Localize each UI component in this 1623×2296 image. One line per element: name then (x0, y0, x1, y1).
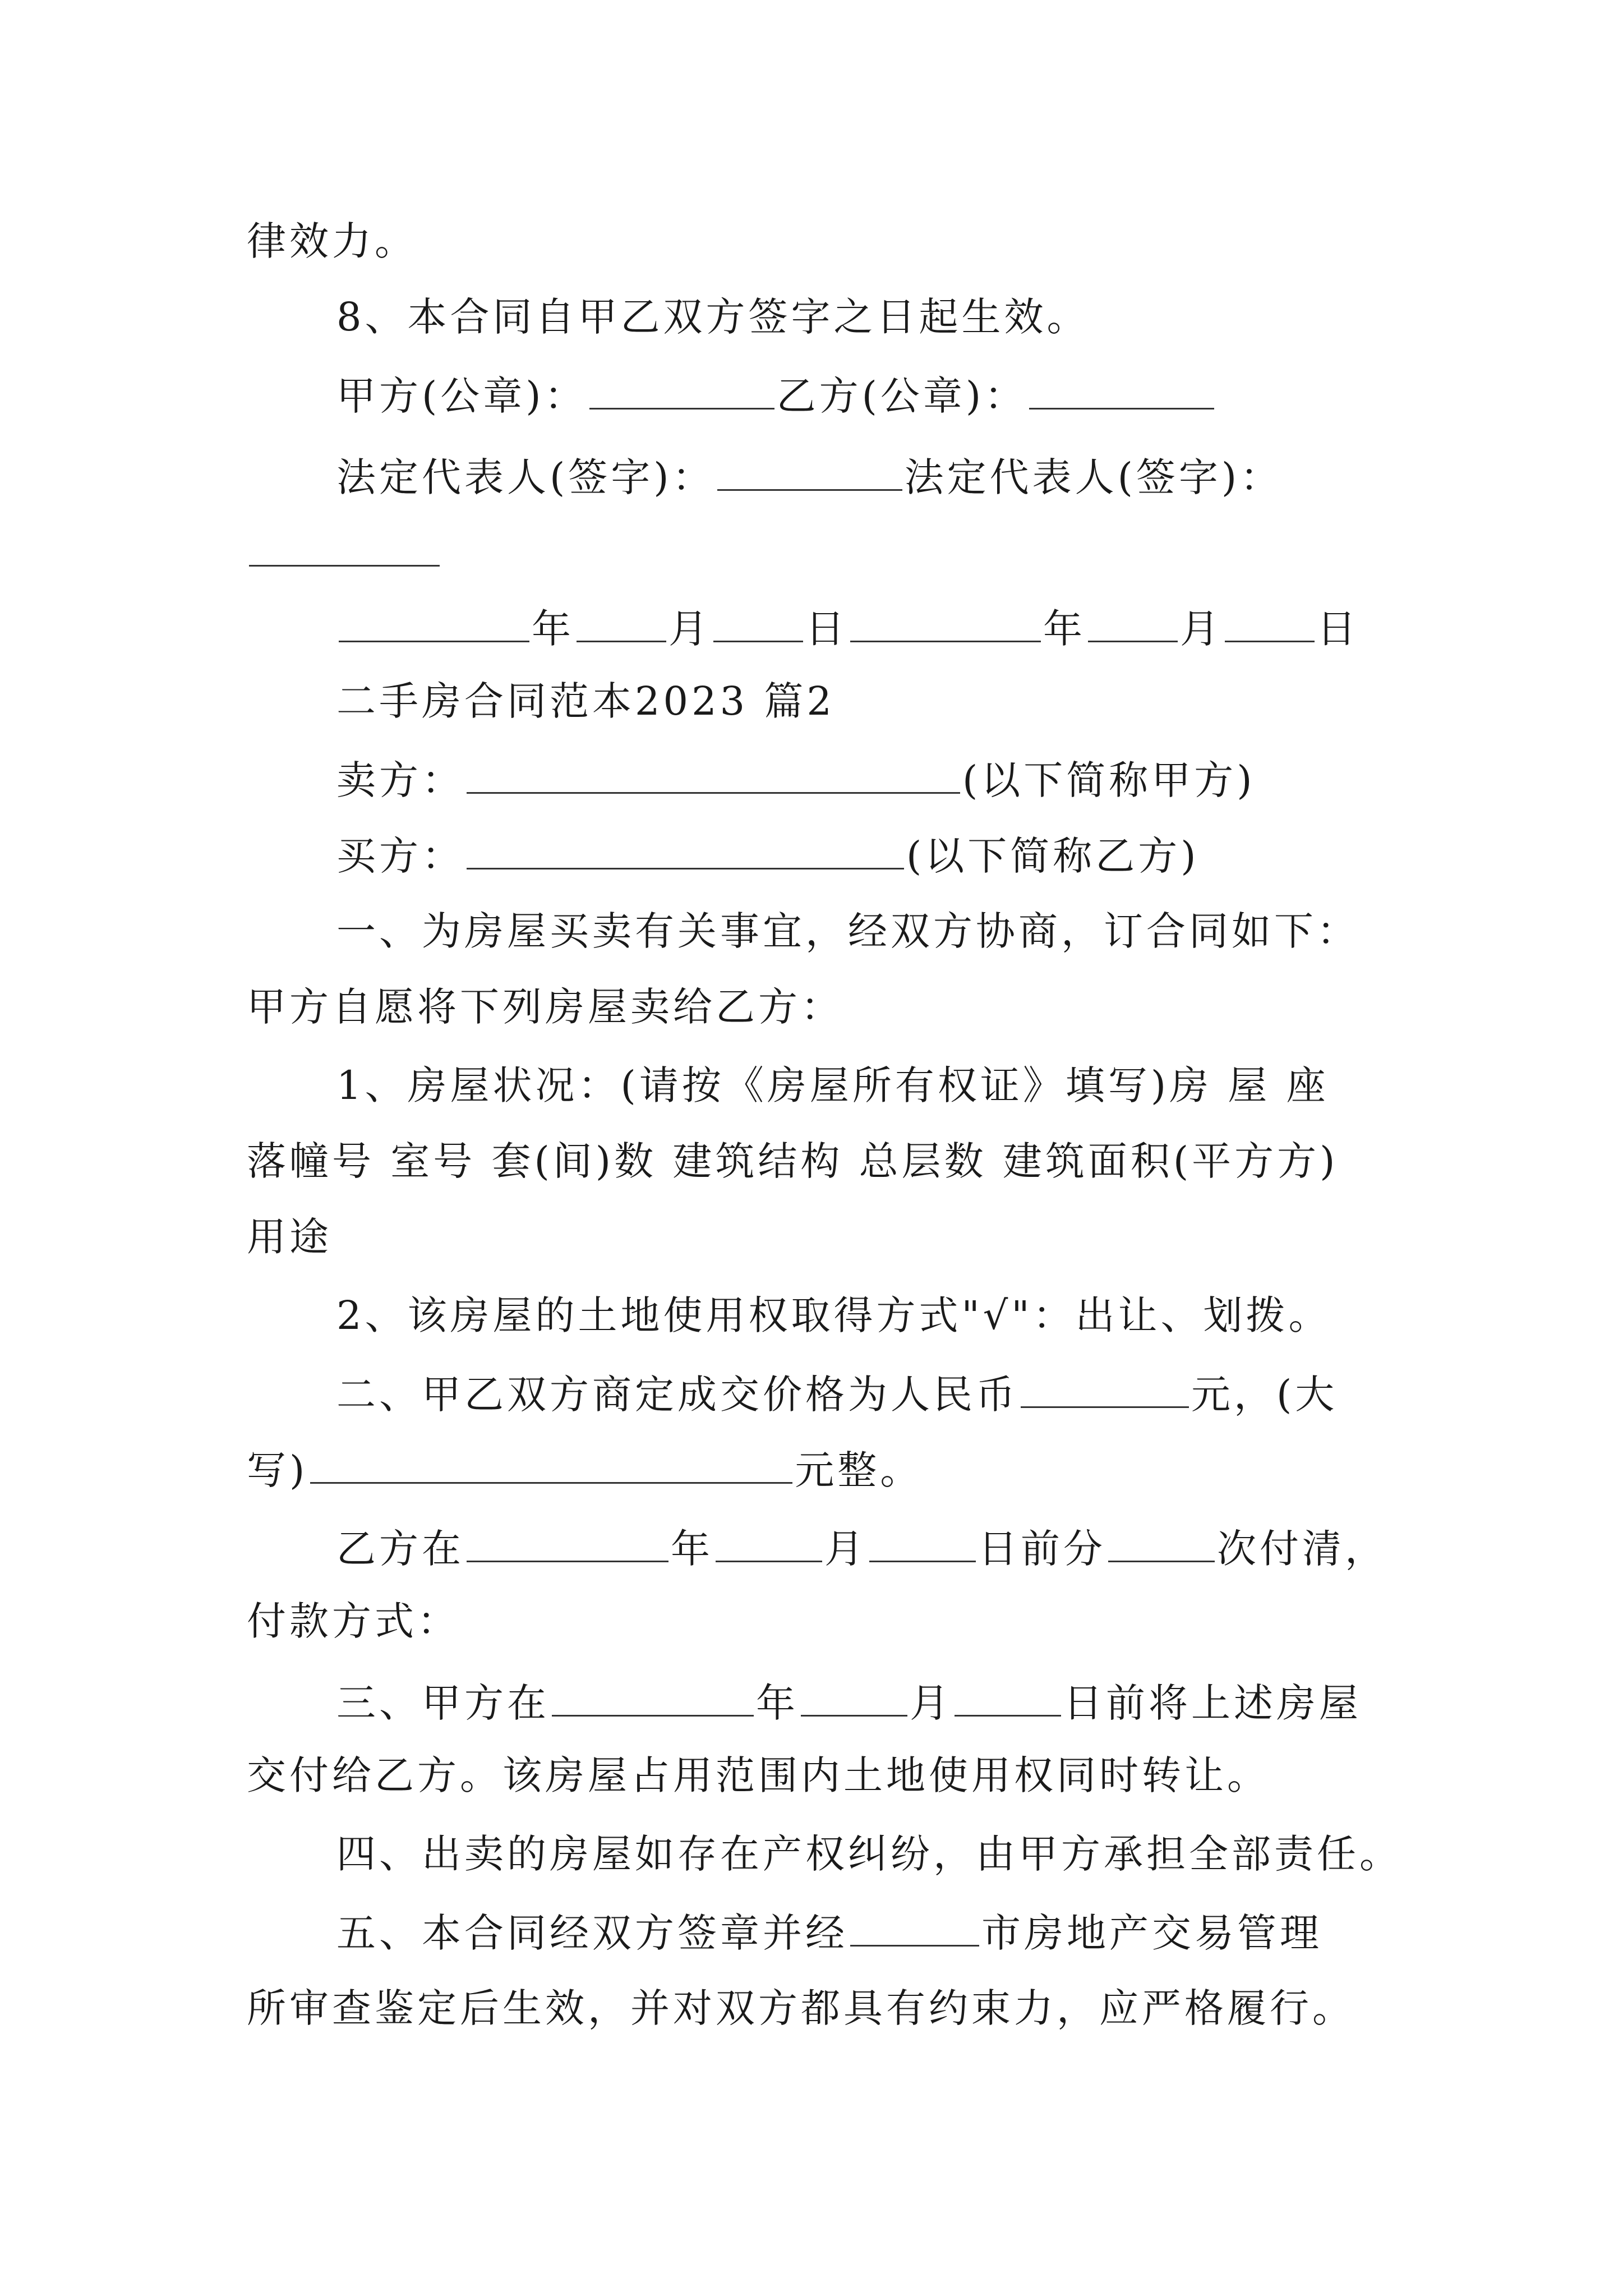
text: 交付给乙方。该房屋占用范围内土地使用权同时转让。 (247, 1752, 1270, 1798)
text: 月 (1180, 606, 1223, 652)
text: 二手房合同范本2023 篇2 (336, 678, 835, 724)
text: 付款方式： (247, 1598, 460, 1644)
text-line (247, 1598, 460, 1644)
buyer-line (336, 833, 1200, 879)
price-caps-blank (310, 1447, 792, 1484)
party-a-rep-label: 法定代表人(签字)： (336, 454, 715, 500)
text: 8、本合同自甲乙双方签字之日起生效。 (336, 294, 1090, 340)
city-blank (850, 1910, 979, 1947)
text: 次付清， (1217, 1526, 1387, 1572)
delivery-line (336, 1680, 1362, 1726)
party-b-seal-label: 乙方(公章)： (776, 373, 1027, 419)
text: 年 (756, 1680, 799, 1726)
text-line (336, 294, 1090, 340)
year-blank (552, 1680, 754, 1717)
text: 日前分 (978, 1526, 1106, 1572)
text: 日 (1317, 606, 1359, 652)
text: 月 (910, 1680, 952, 1726)
payment-line (336, 1526, 1387, 1572)
text-line (247, 1138, 1339, 1184)
section-title (336, 678, 835, 724)
party-b-rep-label: 法定代表人(签字)： (904, 454, 1283, 500)
text: 写) (247, 1447, 308, 1493)
text: 1、房屋状况：(请按《房屋所有权证》填写)房 屋 座 (336, 1062, 1329, 1108)
price-caps-line (247, 1447, 923, 1493)
text: 律效力。 (247, 218, 417, 264)
text-line (336, 1292, 1331, 1338)
month-blank (577, 606, 666, 642)
text: 2、该房屋的土地使用权取得方式"√"：出让、划拨。 (336, 1292, 1331, 1338)
blank-line (247, 530, 442, 573)
text: 年 (1043, 606, 1086, 652)
text: 元整。 (795, 1447, 923, 1493)
installments-blank (1108, 1526, 1215, 1562)
month-blank (716, 1526, 822, 1562)
party-b-seal-blank (1029, 373, 1214, 409)
text: 用途 (247, 1214, 332, 1260)
seller-line (336, 757, 1256, 803)
text-line (336, 908, 1359, 954)
text-line (336, 1062, 1329, 1108)
text: 日前将上述房屋 (1063, 1680, 1362, 1726)
seller-blank (467, 757, 960, 794)
signature-rep-line (336, 454, 1283, 500)
text: 月 (668, 606, 711, 652)
approval-line (336, 1910, 1322, 1956)
text: (以下简称甲方) (962, 757, 1256, 803)
text-line (247, 984, 843, 1030)
text: 市房地产交易管理 (981, 1910, 1322, 1956)
year-blank (467, 1526, 668, 1562)
signature-seal-line (336, 373, 1216, 419)
party-b-rep-blank (249, 530, 440, 567)
month-blank (1088, 606, 1178, 642)
party-a-seal-blank (589, 373, 774, 409)
month-blank (801, 1680, 907, 1717)
text: 三、甲方在 (336, 1680, 550, 1726)
text-line (336, 1831, 1402, 1877)
text: 四、出卖的房屋如存在产权纠纷，由甲方承担全部责任。 (336, 1831, 1402, 1877)
buyer-blank (467, 833, 904, 869)
text-line (247, 1985, 1355, 2031)
text: 日 (805, 606, 848, 652)
day-blank (869, 1526, 976, 1562)
day-blank (955, 1680, 1061, 1717)
text: 元，(大 (1191, 1372, 1338, 1418)
price-blank (1021, 1372, 1189, 1408)
seller-label: 卖方： (336, 757, 464, 803)
text-line (247, 1214, 332, 1260)
text-line (247, 218, 417, 264)
text: 年 (671, 1526, 713, 1572)
text: 月 (824, 1526, 867, 1572)
text: 落幢号 室号 套(间)数 建筑结构 总层数 建筑面积(平方方) (247, 1138, 1339, 1184)
party-a-seal-label: 甲方(公章)： (336, 373, 587, 419)
text: 所审查鉴定后生效，并对双方都具有约束力，应严格履行。 (247, 1985, 1355, 2031)
text: (以下简称乙方) (906, 833, 1200, 879)
buyer-label: 买方： (336, 833, 464, 879)
year-blank (850, 606, 1041, 642)
year-blank (339, 606, 529, 642)
day-blank (713, 606, 803, 642)
party-a-rep-blank (717, 454, 902, 491)
text: 一、为房屋买卖有关事宜，经双方协商，订合同如下： (336, 908, 1359, 954)
text: 乙方在 (336, 1526, 464, 1572)
text-line (247, 1752, 1270, 1798)
text: 二、甲乙双方商定成交价格为人民币 (336, 1372, 1018, 1418)
text: 年 (532, 606, 574, 652)
text: 甲方自愿将下列房屋卖给乙方： (247, 984, 843, 1030)
date-line (336, 606, 1359, 652)
day-blank (1225, 606, 1315, 642)
text: 五、本合同经双方签章并经 (336, 1910, 848, 1956)
price-line (336, 1372, 1338, 1418)
